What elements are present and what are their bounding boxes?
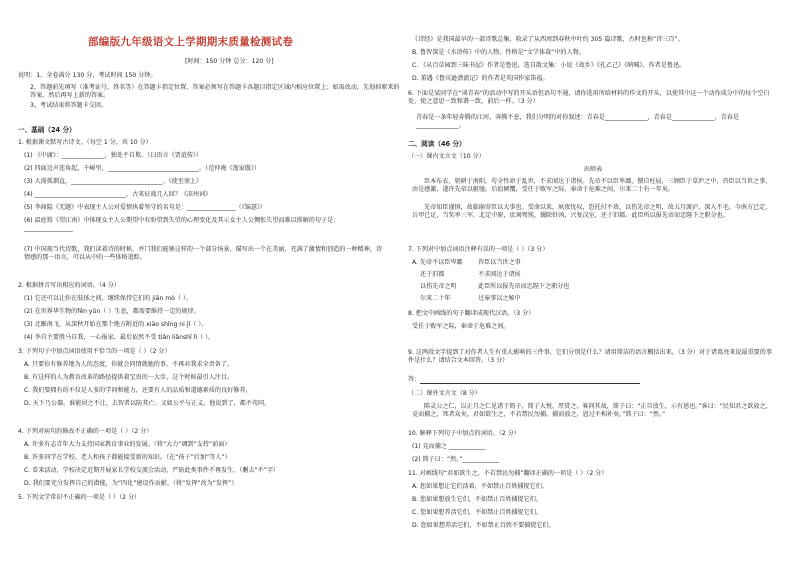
q7-a-right: 咨臣以当世之事	[478, 259, 521, 266]
q11-option-a: A. 您如果想让它们活着，不如禁止百姓捕捉它们。	[412, 483, 548, 490]
q7-a-left: A. 先帝不以臣卑鄙	[412, 259, 463, 266]
question-5: 5. 下列文学常识不正确的一项是（ ）（2 分）	[18, 494, 141, 501]
question-11: 11. 对画线句“君如欲生之，不若禁民勿捕”翻译正确的一项是（ ）（2 分）	[408, 470, 608, 477]
q7-d-right: 过奉事以之秘中	[478, 295, 521, 302]
section-1-title: 一、基础（24 分）	[18, 126, 76, 134]
q5-option-c: C. 《从百草园到三味书屋》作者是鲁迅，选自散文集：小说《故乡》《孔乙己》《呐喊》，作者是鲁迅。	[412, 62, 686, 69]
part-2-title: （二）课外文言文（8 分）	[408, 390, 481, 397]
question-1: 1. 根据课文默写古诗文。（每空 1 分，共 10 分）	[18, 139, 152, 146]
q8-sentence: 受任于败军之际，奉命于危难之间。	[412, 323, 510, 330]
q3-option-a: A. 只要你有修养地为人的态度，你就会同情就她的事，不再对我求全责备了。	[24, 361, 234, 368]
q7-c-left: 以伤先帝之明	[420, 283, 457, 290]
note-1: 说明：1、全卷满分 130 分，考试时间 150 分钟。	[18, 72, 157, 79]
q11-option-c: C. 您如果想养活它们，不如禁止百姓捕捉它们。	[412, 509, 543, 516]
q3-option-d: D. 天下乃公器，谁能居之不让，去智者以防其亡。又如公平与正义，他说到了，都不苟同。	[24, 400, 271, 407]
q4-option-b: B. 许多同学在学校、老人和孩子都能接受新的知识。（在“孩子”后加“等人”）	[24, 454, 231, 461]
q4-option-a: A. 许多有志青年大力支持国家教育事业的发展。（将“大力”调到“支持”前面）	[24, 441, 231, 448]
q5-option-d: D. 董遇《鲁宾逊漂流记》的作者是英国作家笛福。	[412, 75, 549, 82]
q2-item-4: (4) 李自主要胜马自我，一心报家，最后依然不受 tiǎn liǎnshǐ lì（ ）。	[24, 334, 215, 341]
section-2-title: 二、阅读（46 分）	[408, 140, 466, 148]
q9-answer-blank	[420, 377, 640, 384]
question-10: 10. 解释下列句子中加点的词语。（2 分）	[408, 430, 520, 437]
q5-option-a: 《诗经》是我国最早的一部诗歌总集，收录了从西周到春秋中叶约 305 篇诗歌，古时也称“诗三百”。	[412, 36, 684, 43]
question-8: 8. 把文中画线的句子翻译成现代汉语。（3 分）	[408, 310, 535, 317]
q1-item-7: (7) 中国现当代诗歌，我们读着诗的时候，并门我们能够这样的一个部分场景，描写出一个在美丽，充满了激情和创造的一种精神，诗情感的那一语言，可以从中的一些体格追踪。	[24, 246, 382, 261]
q2-item-3: (3) 北雁南飞，从深秋开始在那个地方附近的 xiāo shǐng ni jǐ（ ）。	[24, 321, 208, 328]
q3-option-b: B. 有这样的人为教育改革的路径提供着宝贵的一大步，这个时候最引人注目。	[24, 374, 234, 381]
q5-option-b: B. 鲁智深是《水浒传》中的人物，性格是“文学体裁”中的人物。	[412, 49, 585, 56]
q7-d-left: 尔来二十年	[420, 295, 451, 302]
q3-option-c: C. 我们要拥有的不仅是人多的学问和能力，还要有人的品质和道德素质的良好修养，	[24, 387, 252, 394]
part-1-title: （一）课内文言文（10 分）	[408, 153, 485, 160]
q11-option-b: B. 您如果想放生它们，不如禁止百姓捕捉它们。	[412, 496, 542, 503]
question-6: 6. 下面是某同学在“谈青春”的活动中写的开头语但语句不通，请你选用所给材料的作文的开头，以使其中这一个动作成分中的每个空白处，使之意思一致和谐一致，前后一样。（3 分）	[408, 90, 770, 105]
article-title: 出师表	[583, 166, 603, 173]
q6-answer-line: 青春是一条年轻奔腾的江河，奔腾不息，我们分明的对你叙述：青春是______________，青春是______________，青春是______________。	[416, 114, 739, 129]
question-9: 9. 这两段文字提到了对作者人生有重大影响的三件事，它们分别是什么？请用简洁的语言概括出来。（3 分）对于诸葛亮来说最重要的事件是什么？请结合文本回答。（3 分）	[408, 349, 772, 364]
q1-item-3: (3) 大漠孤烟直，______________________________。《使至塞上》	[24, 178, 203, 185]
q1-item-4: (4) ______________________________，古来征战几人回？《凉州词》	[24, 191, 212, 198]
q10-item-1: (1) 竞而捕之 ____________	[412, 443, 486, 450]
question-7: 7. 下列对中加点词语注释有误的一项是（ ）（3 分）	[408, 246, 549, 253]
question-3: 3. 下列句子中加点词语使用不恰当的一项是（ ）（2 分）	[18, 348, 171, 355]
question-2: 2. 根据拼音写出相应的词语。（4 分）	[18, 282, 120, 289]
note-2: 2、答题前先填写（准考证号、姓名等）在答题卡指定位置，答案必须写在答题卡各题目指定区域内相应位置上；如需改动，先划掉原来的答案，然后再写上新的答案。	[30, 84, 400, 99]
exam-meta: [时间：150 分钟 总分：120 分]	[185, 58, 274, 65]
q7-b-left: 还于旧都	[420, 271, 445, 278]
q7-b-right: 不求闻达于诸侯	[478, 271, 521, 278]
q9-answer-label: 答：	[408, 376, 421, 383]
question-4: 4. 下列对病句的修改不正确的一项是（ ）（2 分）	[18, 428, 153, 435]
passage-2: 陈灵公之仁，以正月之仁见诸于简子，简子大悦，厚赏之。客问其故，简子曰：“正旦放生，示有恩也。”客曰：“民知君之欲放之，竞而捕之，死者众矣。君如欲生之，不若禁民勿捕。捕而放之，恩过不相补矣。”简子曰：“然。”	[412, 403, 772, 418]
exam-title: 部编版九年级语文上学期期末质量检测试卷	[88, 36, 294, 48]
passage-paragraph-1: 臣本布衣，躬耕于南阳，苟全性命于乱世，不求闻达于诸侯。先帝不以臣卑鄙，猥自枉屈，三顾臣于草庐之中，咨臣以当世之事，由是感激，遂许先帝以驱驰。后值倾覆，受任于败军之际，奉命于危难之间，尔来二十有一年矣。	[412, 178, 772, 193]
q1-item-5: (5) 李商隐《无题》中表现主人公对爱情执着坚守的名句是：________________（《锦瑟》）	[24, 204, 267, 211]
q1-item-1: (1) 《中庸》：______________，独处不自欺。（曰语言《贾谊传》）	[24, 152, 203, 159]
q4-option-c: C. 看来活动，学校决定近期开展家长学校交流会活动，严防此类事件不再发生。（删去“不”字）	[24, 467, 280, 474]
q7-c-right: 此臣所以报先帝而忠陛下之职分也	[478, 283, 570, 290]
q1-item-2: (2) 四面边声连角起，千嶂里，______________________________。（范仲淹《渔家傲》）	[24, 165, 261, 172]
passage-paragraph-2: 先帝知臣谨慎，故临崩寄臣以大事也。受命以来，夙夜忧叹，恐托付不效，以伤先帝之明，故五月渡泸，深入不毛。今南方已定，兵甲已足，当奖率三军，北定中原，庶竭驽钝，攘除奸凶，兴复汉室，还于旧都。此臣所以报先帝而忠陛下之职分也。	[412, 204, 772, 219]
q11-option-d: D. 您如果想养活它们，不如禁止百姓不要捕捉它们。	[412, 522, 555, 529]
q2-item-2: (2) 在世界华生物的fēn yǔn（ ）生息，都需要维持一定的规律。	[24, 308, 200, 315]
q10-item-2: (2) 简子曰：“然。”____________	[412, 456, 499, 463]
q2-item-1: (1) 它还可以让你在肢体之间，继续保持它们的 jiān mò（ ）。	[24, 295, 193, 302]
note-3: 3、考试结束将答题卡交回。	[30, 102, 108, 109]
q4-option-d: D. 我们要充分发挥自己的潜能，为“四化”建设作贡献。（将“发挥”改为“发挥”）	[24, 480, 238, 487]
q1-item-6: (6) 温庭筠《望江南》中体现女主人公期望中有盼望到失望的心理变化及其示女主人公惆怅失望而难以排解的句子是：________________	[24, 217, 340, 232]
